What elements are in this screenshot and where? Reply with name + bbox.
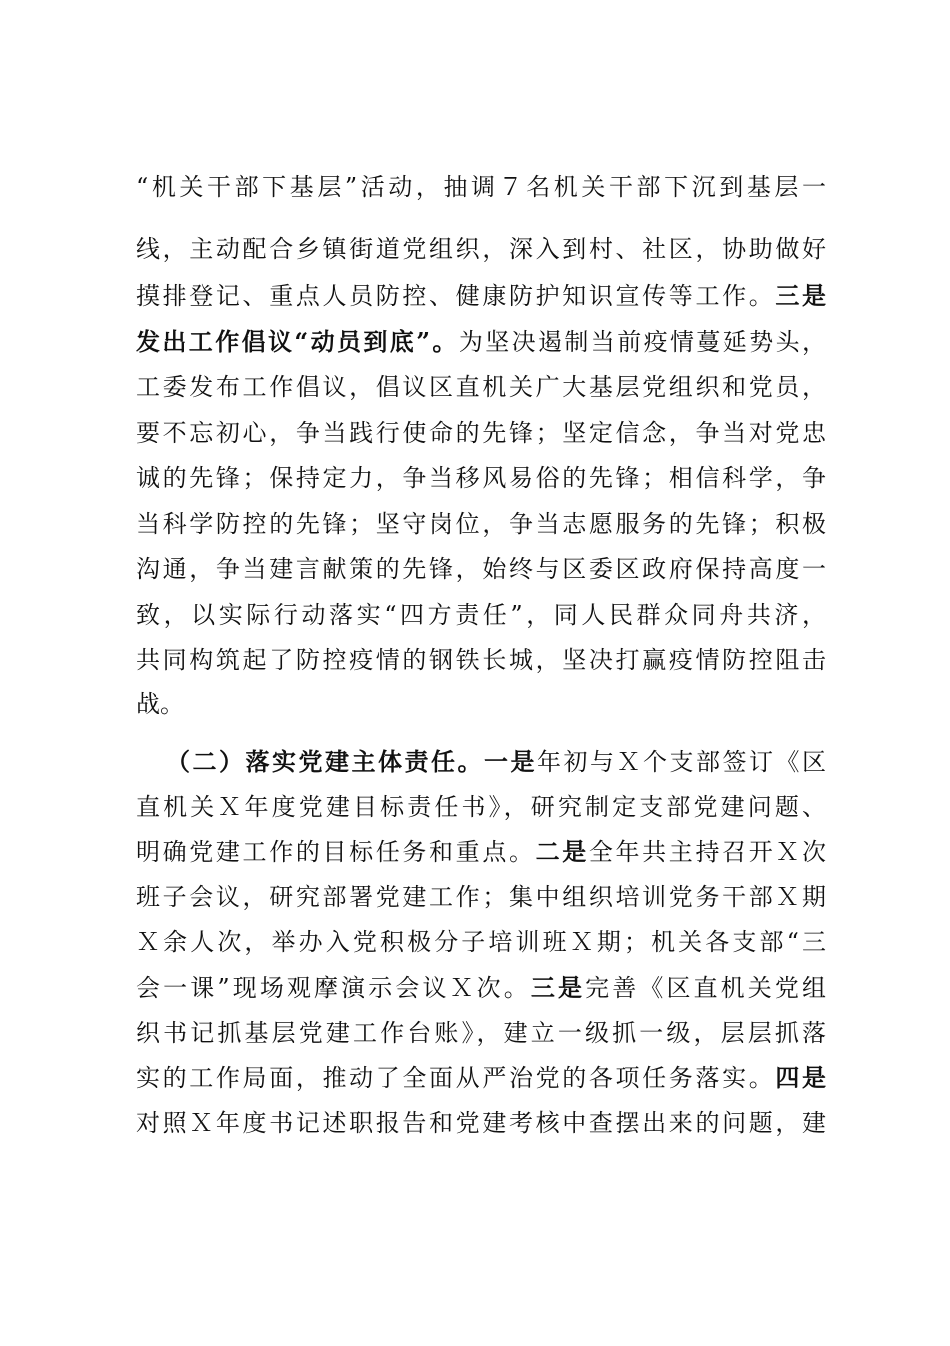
bold-run: 三是 [775,281,826,310]
text-line [136,877,826,917]
text-line [136,322,826,362]
text-run: 实的工作局面，推动了全面从严治党的各项任务落实。 [136,1064,776,1092]
text-line [136,367,826,407]
text-line [136,276,826,316]
text-run: 战。 [136,690,184,718]
text-run: 共同构筑起了防控疫情的钢铁长城，坚决打赢疫情防控阻击 [136,646,826,674]
text-line [136,1058,826,1098]
text-line [136,1103,826,1143]
bold-run: 二是 [535,837,589,866]
text-run: 为坚决遏制当前疫情蔓延势头， [458,328,827,356]
text-run: 对照Ｘ年度书记述职报告和党建考核中查摆出来的问题，建 [136,1109,826,1137]
text-run: 直机关Ｘ年度党建目标责任书》，研究制定支部党建问题、 [136,793,826,821]
text-line [166,742,826,782]
text-run: 会一课”现场观摩演示会议Ｘ次。 [136,974,531,1002]
text-line [136,832,826,872]
text-line [136,640,826,680]
text-run: Ｘ余人次，举办入党积极分子培训班Ｘ期；机关各支部“三 [136,928,826,956]
text-run: 要不忘初心，争当践行使命的先锋；坚定信念，争当对党忠 [136,419,826,447]
text-line [136,229,826,269]
text-line [136,1013,826,1053]
text-run: 全年共主持召开Ｘ次 [588,838,827,866]
bold-run: 四是 [775,1063,826,1092]
text-run: 班子会议，研究部署党建工作；集中组织培训党务干部Ｘ期 [136,883,826,911]
bold-run: （二）落实党建主体责任。一是 [166,747,537,776]
text-run: 诚的先锋；保持定力，争当移风易俗的先锋；相信科学，争 [136,464,826,492]
text-run: 年初与Ｘ个支部签订《区 [537,748,826,776]
text-line [136,922,826,962]
text-run: 沟通，争当建言献策的先锋，始终与区委区政府保持高度一 [136,555,826,583]
text-run: 明确党建工作的目标任务和重点。 [136,838,536,866]
text-line [136,968,826,1008]
text-line [136,684,826,724]
text-run: 完善《区直机关党组 [585,974,826,1002]
text-line [136,413,826,453]
text-line [136,504,826,544]
text-line [136,549,826,589]
text-line [136,595,826,635]
text-run: 工委发布工作倡议，倡议区直机关广大基层党组织和党员， [136,373,826,401]
text-run: 致，以实际行动落实“四方责任”，同人民群众同舟共济， [136,601,826,629]
bold-run: 发出工作倡议“动员到底”。 [136,327,459,356]
text-line [136,458,826,498]
text-run: “机关干部下基层”活动，抽调７名机关干部下沉到基层一 [136,173,826,201]
text-run: 当科学防控的先锋；坚守岗位，争当志愿服务的先锋；积极 [136,510,826,538]
text-line [136,787,826,827]
text-run: 摸排登记、重点人员防控、健康防护知识宣传等工作。 [136,282,776,310]
text-run: 线，主动配合乡镇街道党组织，深入到村、社区，协助做好 [136,235,826,263]
bold-run: 三是 [530,973,586,1002]
text-line [136,167,826,207]
text-run: 织书记抓基层党建工作台账》，建立一级抓一级，层层抓落 [136,1019,826,1047]
